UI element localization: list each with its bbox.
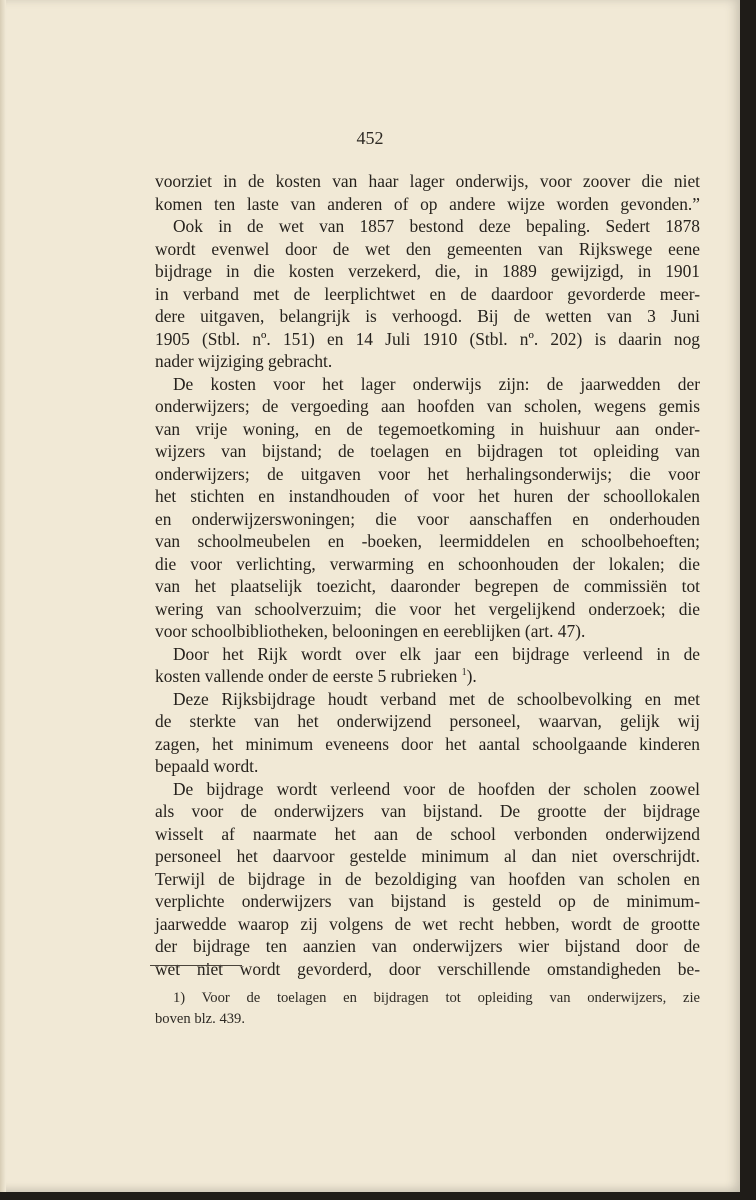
- text-line: van schoolmeubelen en -boeken, leermiddelen en schoolbehoeften;: [155, 531, 700, 551]
- text-line: verplichte onderwijzers van bijstand is gesteld op de minimum-: [155, 891, 700, 911]
- text-line: komen ten laste van anderen of op andere wijze worden gevonden.”: [155, 193, 700, 214]
- text-line: dere uitgaven, belangrijk is verhoogd. Bij de wetten van 3 Juni: [155, 306, 700, 326]
- text-segment: ).: [466, 666, 477, 686]
- text-line: Ook in de wet van 1857 bestond deze bepaling. Sedert 1878: [173, 216, 700, 236]
- text-line: Door het Rijk wordt over elk jaar een bijdrage verleend in de: [173, 643, 700, 664]
- text-line: het stichten en instandhouden of voor het huren der schoollokalen: [155, 486, 700, 506]
- paragraph: [155, 215, 700, 373]
- text-line: De bijdrage wordt verleend voor de hoofden der scholen zoowel: [173, 778, 700, 799]
- text-line: als voor de onderwijzers van bijstand. De grootte der bijdrage: [155, 801, 700, 821]
- text-line: van vrije woning, en de tegemoetkoming in huishuur aan onder-: [155, 418, 700, 439]
- paragraph: [155, 778, 700, 981]
- paragraph: [155, 373, 700, 643]
- footnote-line: boven blz. 439.: [155, 1011, 245, 1027]
- text-line: nader wijziging gebracht.: [155, 351, 333, 371]
- text-line: wet niet wordt gevorderd, door verschillende omstandigheden be-: [155, 958, 700, 979]
- text-line: onderwijzers; de uitgaven voor het herhalingsonderwijs; die voor: [155, 463, 700, 484]
- text-line: 1905 (Stbl. nº. 151) en 14 Juli 1910 (Stbl. nº. 202) is daarin nog: [155, 328, 700, 349]
- text-line: der bijdrage ten aanzien van onderwijzers wier bijstand door de: [155, 936, 700, 956]
- text-line: De kosten voor het lager onderwijs zijn: de jaarwedden der: [173, 373, 700, 394]
- text-line: bijdrage in die kosten verzekerd, die, in 1889 gewijzigd, in 1901: [155, 261, 700, 281]
- text-line: Deze Rijksbijdrage houdt verband met de schoolbevolking en met: [173, 688, 700, 709]
- text-line: de sterkte van het onderwijzend personeel, waarvan, gelijk wij: [155, 711, 700, 731]
- text-line: wering van schoolverzuim; die voor het vergelijkend onderzoek; die: [155, 598, 700, 619]
- text-line: in verband met de leerplichtwet en de daardoor gevorderde meer-: [155, 283, 700, 304]
- paragraph: [155, 688, 700, 778]
- text-line: zagen, het minimum eveneens door het aantal schoolgaande kinderen: [155, 733, 700, 754]
- text-line: voor schoolbibliotheken, belooningen en eereblijken (art. 47).: [155, 621, 586, 641]
- footnote-divider: [150, 965, 242, 966]
- paragraph: [155, 643, 700, 688]
- text-line: jaarwedde waarop zij volgens de wet recht hebben, wordt de grootte: [155, 913, 700, 934]
- text-line: van het plaatselijk toezicht, daaronder begrepen de commissiën tot: [155, 576, 700, 596]
- text-line: en onderwijzerswoningen; die voor aanschaffen en onderhouden: [155, 508, 700, 529]
- page-edge: [0, 0, 6, 1192]
- text-line: wisselt af naarmate het aan de school verbonden onderwijzend: [155, 823, 700, 844]
- text-line: Terwijl de bijdrage in de bezoldiging van hoofden van scholen en: [155, 868, 700, 889]
- body-text: [155, 170, 700, 980]
- footnote-line: 1) Voor de toelagen en bijdragen tot opleiding van onderwijzers, zie: [173, 990, 700, 1006]
- footnote-reference[interactable]: 1: [461, 667, 467, 679]
- text-line: [155, 665, 700, 688]
- paragraph: [155, 170, 700, 215]
- text-line: onderwijzers; de vergoeding aan hoofden van scholen, wegens gemis: [155, 396, 700, 416]
- footnotes: [155, 988, 700, 1030]
- text-line: personeel het daarvoor gestelde minimum al dan niet overschrijdt.: [155, 846, 700, 866]
- text-line: wordt evenwel door de wet den gemeenten van Rijkswege eene: [155, 238, 700, 259]
- text-line: wijzers van bijstand; de toelagen en bijdragen tot opleiding van: [155, 441, 700, 461]
- text-line: voorziet in de kosten van haar lager onderwijs, voor zoover die niet: [155, 171, 700, 191]
- text-segment: kosten vallende onder de eerste 5 rubrieken: [155, 666, 458, 686]
- text-line: die voor verlichting, verwarming en schoonhouden der lokalen; die: [155, 553, 700, 574]
- text-line: bepaald wordt.: [155, 756, 259, 776]
- page-number: 452: [356, 128, 384, 148]
